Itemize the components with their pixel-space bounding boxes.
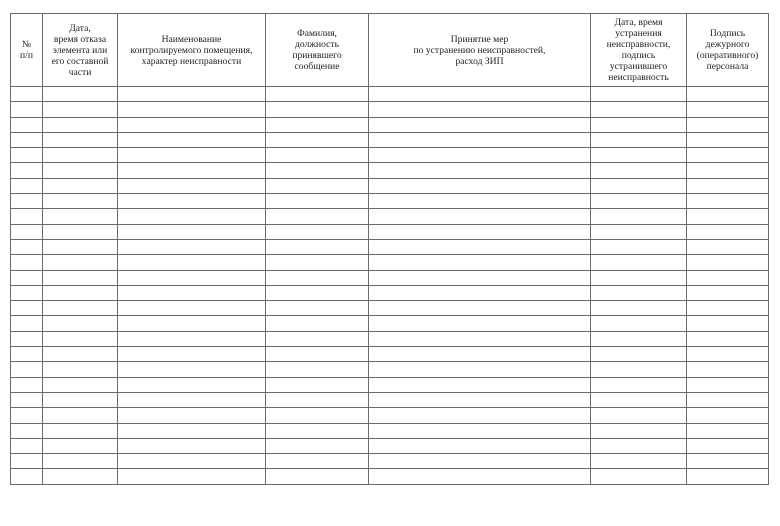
- table-cell-measures: [369, 209, 591, 224]
- table-cell-room: [118, 87, 266, 102]
- table-cell-repair: [591, 148, 687, 163]
- table-row: [11, 362, 769, 377]
- table-cell-signature: [687, 224, 769, 239]
- table-cell-measures: [369, 469, 591, 484]
- table-cell-measures: [369, 316, 591, 331]
- table-cell-failure_time: [43, 178, 118, 193]
- table-cell-measures: [369, 132, 591, 147]
- table-cell-room: [118, 438, 266, 453]
- table-cell-measures: [369, 102, 591, 117]
- table-row: [11, 377, 769, 392]
- table-row: [11, 178, 769, 193]
- table-cell-repair: [591, 362, 687, 377]
- table-cell-room: [118, 132, 266, 147]
- table-cell-signature: [687, 148, 769, 163]
- table-cell-signature: [687, 362, 769, 377]
- table-cell-num: [11, 87, 43, 102]
- table-row: [11, 331, 769, 346]
- table-cell-num: [11, 178, 43, 193]
- table-cell-repair: [591, 316, 687, 331]
- table-cell-failure_time: [43, 423, 118, 438]
- table-cell-measures: [369, 285, 591, 300]
- table-cell-repair: [591, 423, 687, 438]
- table-cell-measures: [369, 255, 591, 270]
- table-cell-reporter: [266, 132, 369, 147]
- table-cell-num: [11, 270, 43, 285]
- table-cell-reporter: [266, 163, 369, 178]
- table-cell-reporter: [266, 331, 369, 346]
- table-row: [11, 209, 769, 224]
- table-row: [11, 454, 769, 469]
- table-cell-signature: [687, 423, 769, 438]
- table-cell-failure_time: [43, 347, 118, 362]
- table-cell-measures: [369, 239, 591, 254]
- table-cell-measures: [369, 117, 591, 132]
- table-cell-reporter: [266, 239, 369, 254]
- table-cell-measures: [369, 270, 591, 285]
- table-body: [11, 87, 769, 485]
- table-cell-room: [118, 163, 266, 178]
- table-cell-repair: [591, 224, 687, 239]
- table-cell-signature: [687, 331, 769, 346]
- table-cell-num: [11, 132, 43, 147]
- table-row: [11, 117, 769, 132]
- table-cell-failure_time: [43, 301, 118, 316]
- table-cell-failure_time: [43, 331, 118, 346]
- table-cell-reporter: [266, 117, 369, 132]
- table-cell-room: [118, 423, 266, 438]
- table-cell-reporter: [266, 148, 369, 163]
- table-cell-num: [11, 316, 43, 331]
- table-cell-num: [11, 454, 43, 469]
- table-cell-failure_time: [43, 148, 118, 163]
- table-cell-failure_time: [43, 454, 118, 469]
- table-cell-signature: [687, 316, 769, 331]
- table-cell-reporter: [266, 209, 369, 224]
- table-cell-signature: [687, 117, 769, 132]
- table-row: [11, 87, 769, 102]
- table-cell-reporter: [266, 178, 369, 193]
- table-cell-signature: [687, 178, 769, 193]
- table-cell-repair: [591, 454, 687, 469]
- table-cell-failure_time: [43, 117, 118, 132]
- table-cell-signature: [687, 194, 769, 209]
- table-cell-reporter: [266, 87, 369, 102]
- table-cell-repair: [591, 239, 687, 254]
- table-cell-signature: [687, 255, 769, 270]
- table-cell-num: [11, 194, 43, 209]
- table-cell-measures: [369, 194, 591, 209]
- table-cell-measures: [369, 301, 591, 316]
- table-cell-failure_time: [43, 408, 118, 423]
- table-cell-measures: [369, 438, 591, 453]
- table-cell-num: [11, 423, 43, 438]
- table-cell-num: [11, 239, 43, 254]
- table-cell-reporter: [266, 285, 369, 300]
- table-row: [11, 239, 769, 254]
- table-cell-failure_time: [43, 285, 118, 300]
- table-cell-failure_time: [43, 469, 118, 484]
- table-cell-room: [118, 255, 266, 270]
- table-cell-room: [118, 331, 266, 346]
- table-cell-measures: [369, 331, 591, 346]
- table-row: [11, 408, 769, 423]
- table-cell-room: [118, 454, 266, 469]
- table-cell-repair: [591, 255, 687, 270]
- table-cell-room: [118, 209, 266, 224]
- table-cell-repair: [591, 301, 687, 316]
- table-cell-room: [118, 301, 266, 316]
- table-cell-signature: [687, 239, 769, 254]
- table-cell-repair: [591, 163, 687, 178]
- table-cell-num: [11, 255, 43, 270]
- table-cell-measures: [369, 377, 591, 392]
- table-cell-measures: [369, 454, 591, 469]
- journal-sheet: [10, 13, 769, 485]
- table-cell-room: [118, 239, 266, 254]
- table-cell-repair: [591, 469, 687, 484]
- table-cell-reporter: [266, 255, 369, 270]
- table-cell-room: [118, 102, 266, 117]
- table-row: [11, 469, 769, 484]
- table-cell-signature: [687, 87, 769, 102]
- column-header-number: № п/п: [11, 14, 43, 87]
- table-cell-room: [118, 392, 266, 407]
- table-cell-measures: [369, 148, 591, 163]
- table-cell-num: [11, 285, 43, 300]
- table-cell-reporter: [266, 438, 369, 453]
- table-cell-repair: [591, 194, 687, 209]
- table-cell-room: [118, 377, 266, 392]
- table-cell-reporter: [266, 469, 369, 484]
- table-cell-failure_time: [43, 132, 118, 147]
- table-cell-measures: [369, 408, 591, 423]
- table-cell-signature: [687, 132, 769, 147]
- table-cell-signature: [687, 102, 769, 117]
- table-cell-measures: [369, 178, 591, 193]
- table-row: [11, 163, 769, 178]
- table-cell-measures: [369, 392, 591, 407]
- column-header-reporter: Фамилия, должность принявшего сообщение: [266, 14, 369, 87]
- malfunction-log-table: [10, 13, 769, 485]
- column-header-measures: Принятие мер по устранению неисправностей, расход ЗИП: [369, 14, 591, 87]
- table-cell-reporter: [266, 362, 369, 377]
- table-cell-failure_time: [43, 209, 118, 224]
- column-header-repair: Дата, время устранения неисправности, подпись устранившего неисправность: [591, 14, 687, 87]
- table-row: [11, 438, 769, 453]
- table-cell-reporter: [266, 392, 369, 407]
- table-row: [11, 224, 769, 239]
- table-cell-failure_time: [43, 377, 118, 392]
- table-cell-room: [118, 148, 266, 163]
- table-cell-signature: [687, 209, 769, 224]
- table-cell-signature: [687, 163, 769, 178]
- table-cell-repair: [591, 331, 687, 346]
- table-cell-reporter: [266, 316, 369, 331]
- column-header-failure-time: Дата, время отказа элемента или его составной части: [43, 14, 118, 87]
- table-cell-measures: [369, 163, 591, 178]
- table-cell-room: [118, 469, 266, 484]
- table-row: [11, 423, 769, 438]
- table-cell-room: [118, 316, 266, 331]
- table-cell-reporter: [266, 423, 369, 438]
- table-cell-repair: [591, 117, 687, 132]
- table-cell-num: [11, 163, 43, 178]
- table-cell-failure_time: [43, 239, 118, 254]
- table-cell-room: [118, 224, 266, 239]
- table-cell-num: [11, 102, 43, 117]
- table-row: [11, 316, 769, 331]
- table-cell-measures: [369, 87, 591, 102]
- table-cell-reporter: [266, 347, 369, 362]
- table-cell-failure_time: [43, 224, 118, 239]
- column-header-signature: Подпись дежурного (оперативного) персонала: [687, 14, 769, 87]
- table-header: [11, 14, 769, 87]
- table-cell-room: [118, 408, 266, 423]
- table-cell-num: [11, 408, 43, 423]
- table-cell-failure_time: [43, 438, 118, 453]
- table-row: [11, 285, 769, 300]
- table-cell-repair: [591, 347, 687, 362]
- table-row: [11, 255, 769, 270]
- table-cell-failure_time: [43, 270, 118, 285]
- table-cell-num: [11, 438, 43, 453]
- table-cell-repair: [591, 270, 687, 285]
- table-cell-reporter: [266, 102, 369, 117]
- table-cell-num: [11, 469, 43, 484]
- table-cell-repair: [591, 392, 687, 407]
- table-cell-measures: [369, 224, 591, 239]
- table-cell-num: [11, 117, 43, 132]
- table-cell-signature: [687, 408, 769, 423]
- table-cell-failure_time: [43, 163, 118, 178]
- table-cell-measures: [369, 423, 591, 438]
- table-cell-room: [118, 347, 266, 362]
- table-row: [11, 392, 769, 407]
- table-cell-failure_time: [43, 362, 118, 377]
- table-cell-reporter: [266, 408, 369, 423]
- table-cell-num: [11, 224, 43, 239]
- table-cell-signature: [687, 392, 769, 407]
- table-cell-room: [118, 194, 266, 209]
- table-cell-failure_time: [43, 87, 118, 102]
- table-cell-signature: [687, 347, 769, 362]
- table-cell-repair: [591, 87, 687, 102]
- table-cell-repair: [591, 408, 687, 423]
- table-cell-reporter: [266, 377, 369, 392]
- table-cell-num: [11, 148, 43, 163]
- table-cell-repair: [591, 438, 687, 453]
- table-cell-signature: [687, 438, 769, 453]
- table-cell-room: [118, 362, 266, 377]
- table-cell-room: [118, 117, 266, 132]
- table-cell-failure_time: [43, 194, 118, 209]
- table-cell-failure_time: [43, 316, 118, 331]
- table-cell-repair: [591, 377, 687, 392]
- table-cell-signature: [687, 301, 769, 316]
- table-cell-repair: [591, 102, 687, 117]
- table-row: [11, 270, 769, 285]
- table-cell-num: [11, 209, 43, 224]
- table-cell-reporter: [266, 194, 369, 209]
- table-cell-repair: [591, 209, 687, 224]
- table-row: [11, 194, 769, 209]
- table-cell-failure_time: [43, 392, 118, 407]
- column-header-room: Наименование контролируемого помещения, характер неисправности: [118, 14, 266, 87]
- table-row: [11, 301, 769, 316]
- table-cell-num: [11, 331, 43, 346]
- table-cell-repair: [591, 178, 687, 193]
- table-cell-signature: [687, 285, 769, 300]
- table-cell-measures: [369, 362, 591, 377]
- table-cell-reporter: [266, 454, 369, 469]
- table-cell-num: [11, 362, 43, 377]
- table-row: [11, 148, 769, 163]
- table-cell-reporter: [266, 270, 369, 285]
- table-cell-num: [11, 377, 43, 392]
- table-cell-repair: [591, 285, 687, 300]
- table-cell-reporter: [266, 224, 369, 239]
- table-row: [11, 347, 769, 362]
- table-cell-signature: [687, 469, 769, 484]
- table-cell-measures: [369, 347, 591, 362]
- table-cell-repair: [591, 132, 687, 147]
- table-cell-signature: [687, 270, 769, 285]
- table-cell-signature: [687, 377, 769, 392]
- header-row: [11, 14, 769, 87]
- table-row: [11, 102, 769, 117]
- table-cell-reporter: [266, 301, 369, 316]
- table-row: [11, 132, 769, 147]
- table-cell-room: [118, 285, 266, 300]
- table-cell-room: [118, 270, 266, 285]
- table-cell-num: [11, 347, 43, 362]
- table-cell-num: [11, 301, 43, 316]
- table-cell-failure_time: [43, 255, 118, 270]
- table-cell-num: [11, 392, 43, 407]
- table-cell-room: [118, 178, 266, 193]
- table-cell-signature: [687, 454, 769, 469]
- table-cell-failure_time: [43, 102, 118, 117]
